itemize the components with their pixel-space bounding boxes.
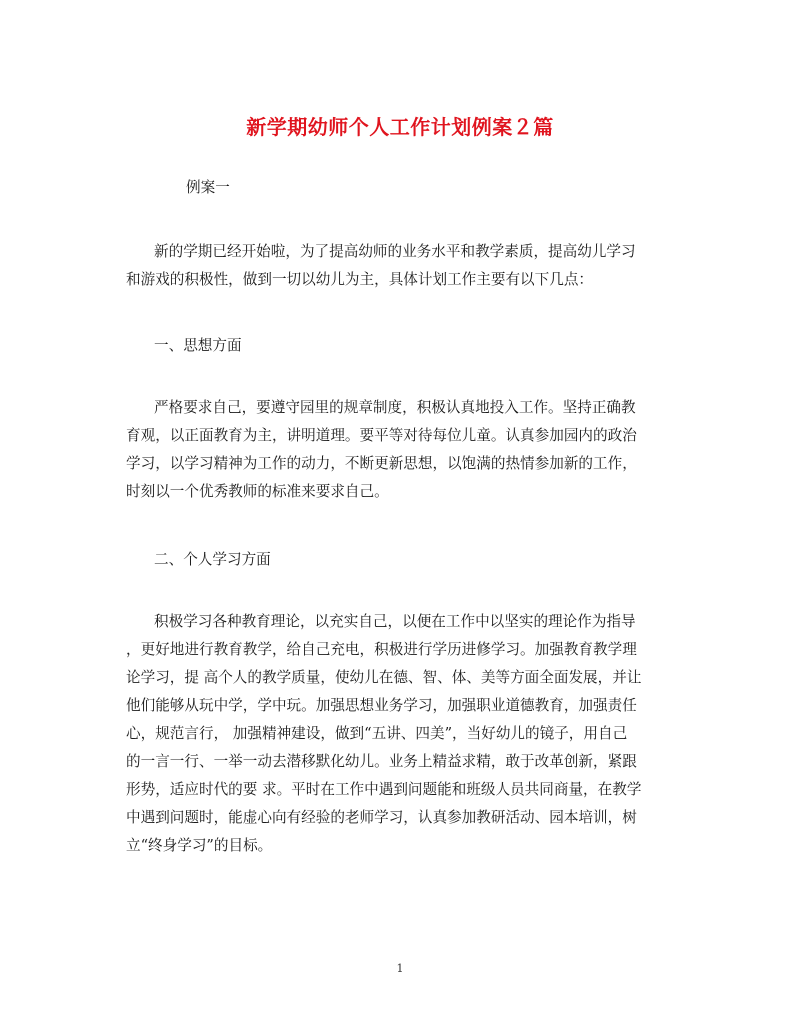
intro-paragraph — [126, 238, 674, 294]
paragraph-line: 时刻以一个优秀教师的标准来要求自己。 — [126, 483, 389, 500]
paragraph-line: 和游戏的积极性，做到一切以幼儿为主，具体计划工作主要有以下几点： — [126, 271, 594, 288]
page-number: 1 — [396, 962, 404, 975]
paragraph-line: 严格要求自己，要遵守园里的规章制度，积极认真地投入工作。坚持正确教 — [154, 399, 636, 416]
paragraph-line: 心，规范言行， 加强精神建设，做到“五讲、四美”，当好幼儿的镜子，用自己 — [126, 725, 628, 742]
paragraph-line: 的一言一行、一举一动去潜移默化幼儿。业务上精益求精，敢于改革创新，紧跟 — [126, 753, 637, 770]
document-title: 新学期幼师个人工作计划例案２篇 — [246, 115, 554, 139]
paragraph-line: 形势，适应时代的要 求。平时在工作中遇到问题能和班级人员共同商量，在教学 — [126, 781, 642, 798]
paragraph-line: 立“终身学习”的目标。 — [126, 837, 273, 854]
paragraph-line: 新的学期已经开始啦，为了提高幼师的业务水平和教学素质，提高幼儿学习 — [154, 243, 636, 260]
paragraph-line: 他们能够从玩中学，学中玩。加强思想业务学习，加强职业道德教育，加强责任 — [126, 697, 637, 714]
example-label: 例案一 — [186, 179, 230, 196]
section1-paragraph — [126, 394, 674, 506]
section2-paragraph — [126, 608, 674, 860]
paragraph-line: 积极学习各种教育理论，以充实自己，以便在工作中以坚实的理论作为指导 — [154, 613, 636, 630]
section-heading: 二、个人学习方面 — [154, 551, 271, 568]
paragraph-line: 论学习，提 高个人的教学质量，使幼儿在德、智、体、美等方面全面发展，并让 — [126, 669, 642, 686]
paragraph-line: 育观，以正面教育为主，讲明道理。要平等对待每位儿童。认真参加园内的政治 — [126, 427, 637, 444]
paragraph-line: ，更好地进行教育教学，给自己充电，积极进行学历进修学习。加强教育教学理 — [126, 641, 637, 658]
paragraph-line: 学习，以学习精神为工作的动力，不断更新思想，以饱满的热情参加新的工作， — [126, 455, 637, 472]
paragraph-line: 中遇到问题时，能虚心向有经验的老师学习，认真参加教研活动、园本培训，树 — [126, 809, 637, 826]
section-heading: 一、思想方面 — [154, 337, 242, 354]
